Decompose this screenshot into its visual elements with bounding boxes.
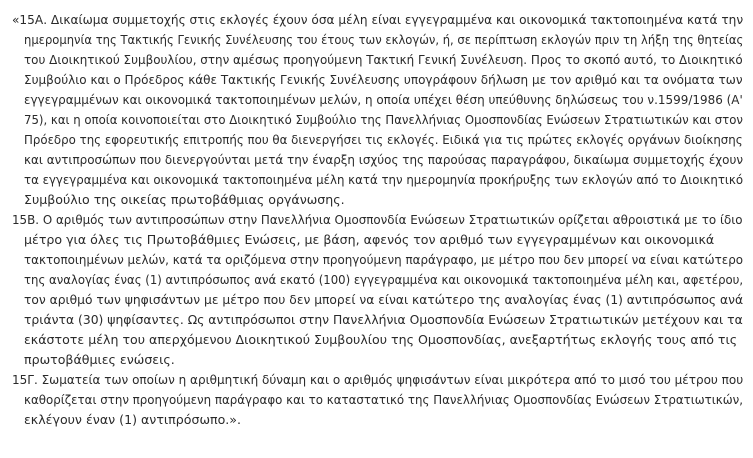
text-line: καθορίζεται στην προηγούμενη παράγραφο και το καταστατικό της Πανελλήνιας Ομοσπονδίας Ενώσεων Στρατιωτικών, — [24, 392, 743, 407]
text-line: 75), και η οποία κοινοποιείται στο Διοικητικό Συμβούλιο της Πανελλήνιας Ομοσπονδίας Ενώσεων Στρατιωτικών και στον — [24, 112, 743, 127]
text-line: τα εγγεγραμμένα και οικονομικά τακτοποιημένα μέλη κατά την ημερομηνία προκήρυξης των εκλογών από το Διοικητικό — [24, 172, 743, 187]
paragraph-15b — [12, 210, 743, 370]
text-line: πρωτοβάθμιες ενώσεις. — [24, 352, 175, 367]
text-line: εκάστοτε μέλη του απερχόμενου Διοικητικού Συμβουλίου της Ομοσπονδίας, ανεξαρτήτως εκλογής τους από τις — [24, 332, 738, 347]
text-line: μέτρο για όλες τις Πρωτοβάθμιες Ενώσεις, με βάση, αφενός τον αριθμό των εγγεγραμμένων και οικονομικά — [24, 232, 715, 247]
text-line: 15Β. Ο αριθμός των αντιπροσώπων στην Πανελλήνια Ομοσπονδία Ενώσεων Στρατιωτικών ορίζεται αθροιστικά με το ίδιο — [12, 212, 743, 227]
text-line: Συμβούλιο και ο Πρόεδρος κάθε Τακτικής Γενικής Συνέλευσης υπογράφουν δήλωση με τον αριθμό και τα ονόματα των — [24, 72, 743, 87]
text-line: εγγεγραμμένων και οικονομικά τακτοποιημένων μελών, η οποία υπέχει θέση υπεύθυνης δηλώσεως του ν.1599/1986 (Α' — [24, 92, 743, 107]
text-line: ημερομηνία της Τακτικής Γενικής Συνέλευσης του έτους των εκλογών, ή, σε περίπτωση εκλογών πριν τη λήξη της θητείας — [24, 32, 743, 47]
text-line: και αντιπροσώπων που διενεργούνται μετά την έναρξη ισχύος της παρούσας παραγράφου, δικαίωμα συμμετοχής έχουν — [24, 152, 743, 167]
text-line: τακτοποιημένων μελών, κατά τα οριζόμενα στην προηγούμενη παράγραφο, με μέτρο που δεν μπορεί να είναι κατώτερο — [24, 252, 743, 267]
text-line: Συμβούλιο της οικείας πρωτοβάθμιας οργάνωσης. — [24, 192, 345, 207]
document-body — [12, 10, 743, 430]
text-line: εκλέγουν έναν (1) αντιπρόσωπο.». — [24, 412, 241, 427]
text-line: τριάντα (30) ψηφίσαντες. Ως αντιπρόσωποι στην Πανελλήνια Ομοσπονδία Ενώσεων Στρατιωτικών μετέχουν και τα — [24, 312, 743, 327]
text-line: του Διοικητικού Συμβουλίου, στην αμέσως προηγούμενη Τακτική Γενική Συνέλευση. Προς το σκοπό αυτό, το Διοικητικό — [24, 52, 743, 67]
paragraph-15a — [12, 10, 743, 210]
text-line: 15Γ. Σωματεία των οποίων η αριθμητική δύναμη και ο αριθμός ψηφισάντων είναι μικρότερα από το μισό του μέτρου που — [12, 372, 743, 387]
paragraph-15g — [12, 370, 743, 430]
text-line: της αναλογίας ένας (1) αντιπρόσωπος ανά εκατό (100) εγγεγραμμένα και οικονομικά τακτοποιημένα μέλη και, αφετέρου, — [24, 272, 743, 287]
text-line: «15Α. Δικαίωμα συμμετοχής στις εκλογές έχουν όσα μέλη είναι εγγεγραμμένα και οικονομικά τακτοποιημένα κατά την — [12, 12, 743, 27]
text-line: τον αριθμό των ψηφισάντων με μέτρο που δεν μπορεί να είναι κατώτερο της αναλογίας ένας (1) αντιπρόσωπος ανά — [24, 292, 743, 307]
text-line: Πρόεδρο της εφορευτικής επιτροπής που θα διενεργήσει τις εκλογές. Ειδικά για τις πρώτες εκλογές οργάνων διοίκησης — [24, 132, 743, 147]
